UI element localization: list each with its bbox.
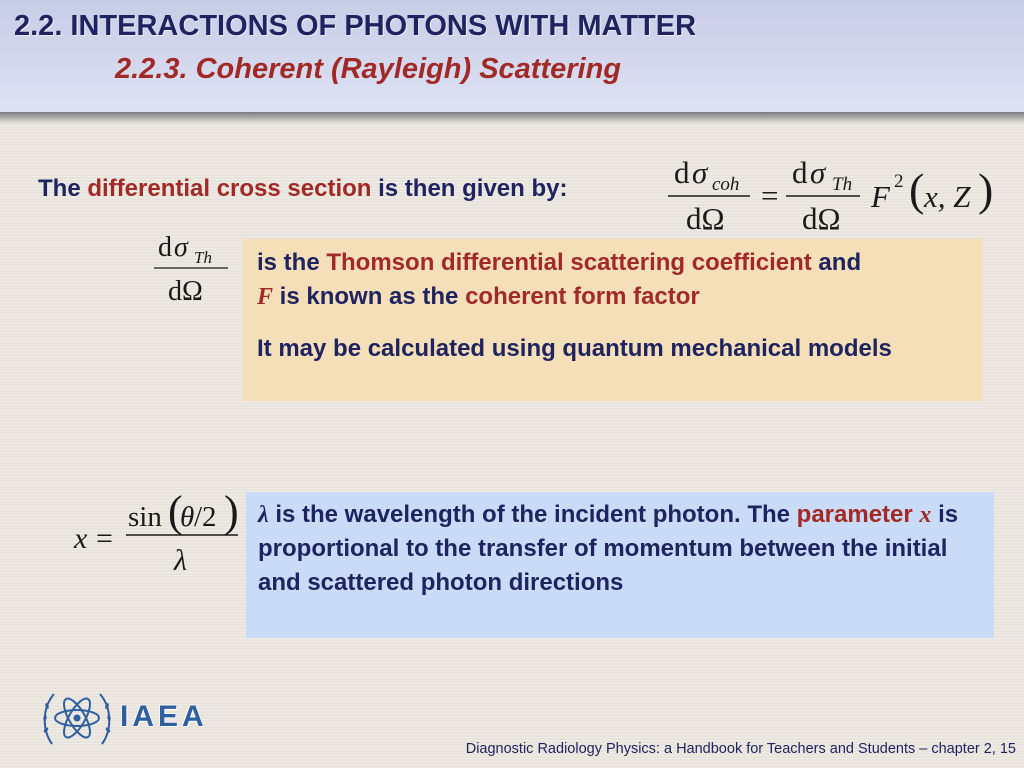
mx-x: x	[74, 522, 88, 555]
thomson-paragraph	[257, 246, 971, 314]
th-sub: Th	[194, 248, 212, 267]
eq-sub-th: Th	[832, 174, 853, 195]
iaea-logo-text: IAEA	[120, 700, 208, 733]
eq-domega-th: dΩ	[802, 201, 841, 236]
wavelength-text-2: is proportional to the transfer of momentum between the initial and scattered photon directions	[258, 501, 959, 596]
differential-cross-section-equation	[668, 150, 1008, 245]
slide-subtitle: 2.2.3. Coherent (Rayleigh) Scattering	[115, 53, 622, 85]
eq-sigma-th: σ	[810, 155, 826, 190]
intro-text	[38, 175, 567, 203]
momentum-transfer-equation	[70, 490, 250, 580]
slide-title: 2.2. INTERACTIONS OF PHOTONS WITH MATTER	[14, 10, 697, 42]
thomson-text-1: is the	[257, 249, 327, 276]
calculation-paragraph: It may be calculated using quantum mechanical models	[257, 335, 892, 362]
th-sigma: σ	[174, 232, 188, 263]
form-factor-symbol: F	[257, 284, 274, 310]
thomson-explanation-box	[243, 239, 983, 401]
thomson-fraction-equation	[152, 228, 234, 308]
eq-equals: =	[761, 178, 779, 213]
wavelength-text-1: is the wavelength of the incident photon. The	[268, 501, 797, 528]
mx-theta: θ	[180, 501, 195, 533]
mx-rparen: )	[224, 490, 239, 536]
eq-d-coh: d	[674, 155, 690, 190]
th-d: d	[158, 232, 172, 263]
mx-lambda: λ	[174, 544, 187, 577]
eq-d-th: d	[792, 155, 808, 190]
wavelength-paragraph	[258, 498, 982, 600]
nucleus	[74, 715, 81, 722]
thomson-text-3: is known as the	[273, 283, 466, 310]
eq-args: x, Z	[924, 179, 971, 214]
mx-lparen: (	[168, 490, 183, 536]
eq-sub-coh: coh	[712, 174, 740, 195]
thomson-highlight: Thomson differential scattering coefficient	[326, 249, 812, 276]
header-divider	[0, 112, 1024, 124]
intro-before: The	[38, 175, 88, 202]
eq-F: F	[871, 179, 890, 214]
eq-exponent: 2	[894, 171, 904, 192]
mx-equals: =	[96, 522, 113, 555]
eq-domega-coh: dΩ	[686, 201, 725, 236]
x-symbol: x	[919, 502, 932, 528]
thomson-text-2: and	[811, 249, 862, 276]
wavelength-explanation-box	[246, 492, 994, 638]
intro-highlight: differential cross section	[87, 175, 372, 202]
eq-sigma-coh: σ	[692, 155, 708, 190]
eq-lparen: (	[909, 164, 925, 215]
lambda-symbol: λ	[258, 502, 269, 528]
iaea-logo-icon	[40, 686, 114, 752]
eq-rparen: )	[978, 164, 994, 215]
parameter-highlight: parameter	[796, 501, 913, 528]
footer-citation: Diagnostic Radiology Physics: a Handbook for Teachers and Students – chapter 2, 15	[465, 741, 1016, 757]
th-domega: dΩ	[168, 276, 203, 307]
intro-after: is then given by:	[371, 175, 568, 202]
mx-sin: sin	[128, 501, 162, 533]
mx-slash2: /2	[194, 501, 217, 533]
form-factor-highlight: coherent form factor	[465, 283, 700, 310]
